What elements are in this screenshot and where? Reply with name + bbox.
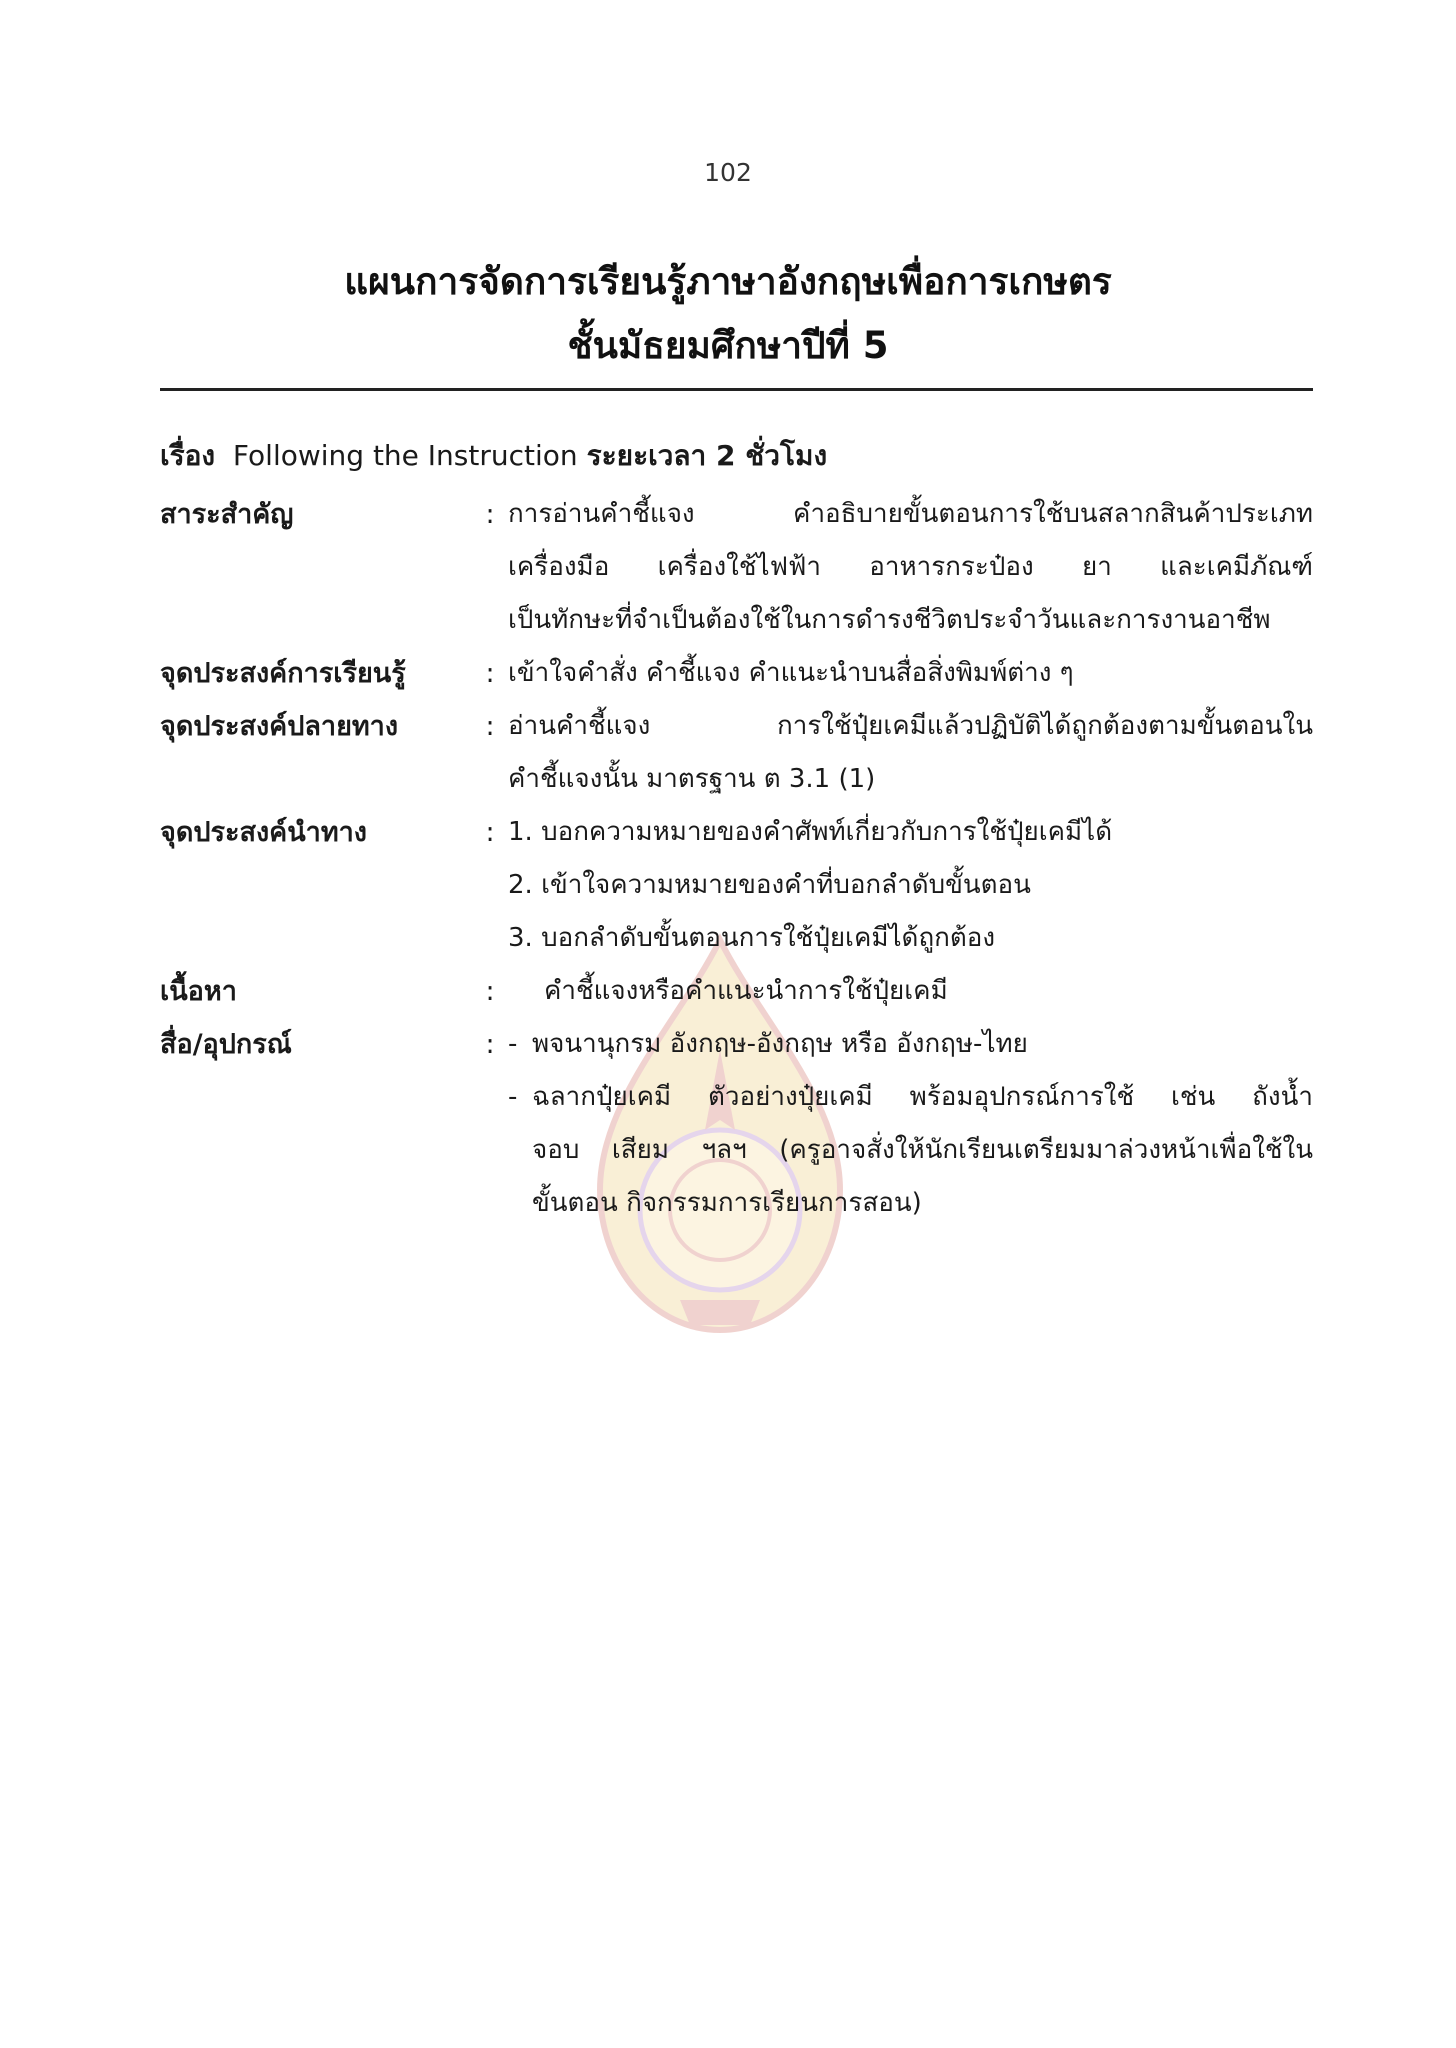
terminal-objective-line: คำชี้แจงนั้น มาตรฐาน ต 3.1 (1) — [508, 764, 876, 794]
topic-duration: ระยะเวลา 2 ชั่วโมง — [586, 439, 828, 472]
terminal-objective-row — [160, 700, 1313, 806]
document-title — [0, 250, 1456, 378]
colon: : — [485, 976, 495, 1007]
learning-objective-line: เข้าใจคำสั่ง คำชี้แจง คำแนะนำบนสื่อสิ่งพิมพ์ต่าง ๆ — [508, 658, 1074, 688]
media-item-text — [532, 1071, 1313, 1230]
title-line-2: ชั้นมัธยมศึกษาปีที่ 5 — [567, 324, 889, 367]
content-line: คำชี้แจงหรือคำแนะนำการใช้ปุ๋ยเคมี — [544, 976, 948, 1006]
learning-objective-text — [508, 647, 1313, 700]
content-row — [160, 965, 1313, 1018]
page-number: 102 — [704, 158, 752, 187]
learning-objective-label: จุดประสงค์การเรียนรู้ — [160, 658, 406, 689]
dash-bullet: - — [508, 1082, 518, 1112]
media-item-line: จอบ เสียม ฯลฯ (ครูอาจสั่งให้นักเรียนเตรียมมาล่วงหน้าเพื่อใช้ใน — [532, 1135, 1313, 1165]
list-item — [508, 1071, 1313, 1230]
title-line-1: แผนการจัดการเรียนรู้ภาษาอังกฤษเพื่อการเกษตร — [344, 260, 1112, 303]
key-concept-line: เป็นทักษะที่จำเป็นต้องใช้ในการดำรงชีวิตประจำวันและการงานอาชีพ — [508, 605, 1271, 635]
media-item-text — [532, 1018, 1313, 1071]
topic-label: เรื่อง — [160, 439, 216, 472]
title-divider — [160, 388, 1313, 391]
media-list — [508, 1018, 1313, 1230]
key-concept-line: การอ่านคำชี้แจง คำอธิบายขั้นตอนการใช้บนสลากสินค้าประเภท — [508, 499, 1313, 529]
list-item — [508, 1018, 1313, 1071]
key-concept-line: เครื่องมือ เครื่องใช้ไฟฟ้า อาหารกระป๋อง ยา และเคมีภัณฑ์ — [508, 552, 1313, 582]
learning-objective-row — [160, 647, 1313, 700]
media-item-line: ขั้นตอน กิจกรรมการเรียนการสอน) — [532, 1188, 922, 1218]
enabling-objectives-label: จุดประสงค์นำทาง — [160, 817, 367, 848]
media-item-line: ฉลากปุ๋ยเคมี ตัวอย่างปุ๋ยเคมี พร้อมอุปกรณ์การใช้ เช่น ถังน้ำ — [532, 1082, 1313, 1112]
key-concept-text — [508, 488, 1313, 647]
terminal-objective-text — [508, 700, 1313, 806]
list-item: 1. บอกความหมายของคำศัพท์เกี่ยวกับการใช้ปุ๋ยเคมีได้ — [508, 817, 1113, 847]
media-row — [160, 1018, 1313, 1230]
lesson-plan-details — [160, 488, 1313, 1230]
colon: : — [485, 499, 495, 530]
colon: : — [485, 1029, 495, 1060]
colon: : — [485, 817, 495, 848]
key-concept-row — [160, 488, 1313, 647]
list-item: 2. เข้าใจความหมายของคำที่บอกลำดับขั้นตอน — [508, 870, 1031, 900]
media-item-line: พจนานุกรม อังกฤษ-อังกฤษ หรือ อังกฤษ-ไทย — [532, 1029, 1028, 1059]
list-item: 3. บอกลำดับขั้นตอนการใช้ปุ๋ยเคมีได้ถูกต้อง — [508, 923, 996, 953]
content-text — [508, 965, 1313, 1018]
terminal-objective-label: จุดประสงค์ปลายทาง — [160, 711, 399, 742]
topic-line — [160, 438, 827, 474]
media-label: สื่อ/อุปกรณ์ — [160, 1029, 292, 1060]
terminal-objective-line: อ่านคำชี้แจง การใช้ปุ๋ยเคมีแล้วปฏิบัติได้ถูกต้องตามขั้นตอนใน — [508, 711, 1313, 741]
enabling-objectives-row — [160, 806, 1313, 965]
colon: : — [485, 658, 495, 689]
content-label: เนื้อหา — [160, 976, 237, 1007]
enabling-objectives-list — [508, 806, 1313, 965]
key-concept-label: สาระสำคัญ — [160, 499, 294, 530]
colon: : — [485, 711, 495, 742]
topic-name: Following the Instruction — [232, 439, 578, 472]
dash-bullet: - — [508, 1029, 518, 1059]
